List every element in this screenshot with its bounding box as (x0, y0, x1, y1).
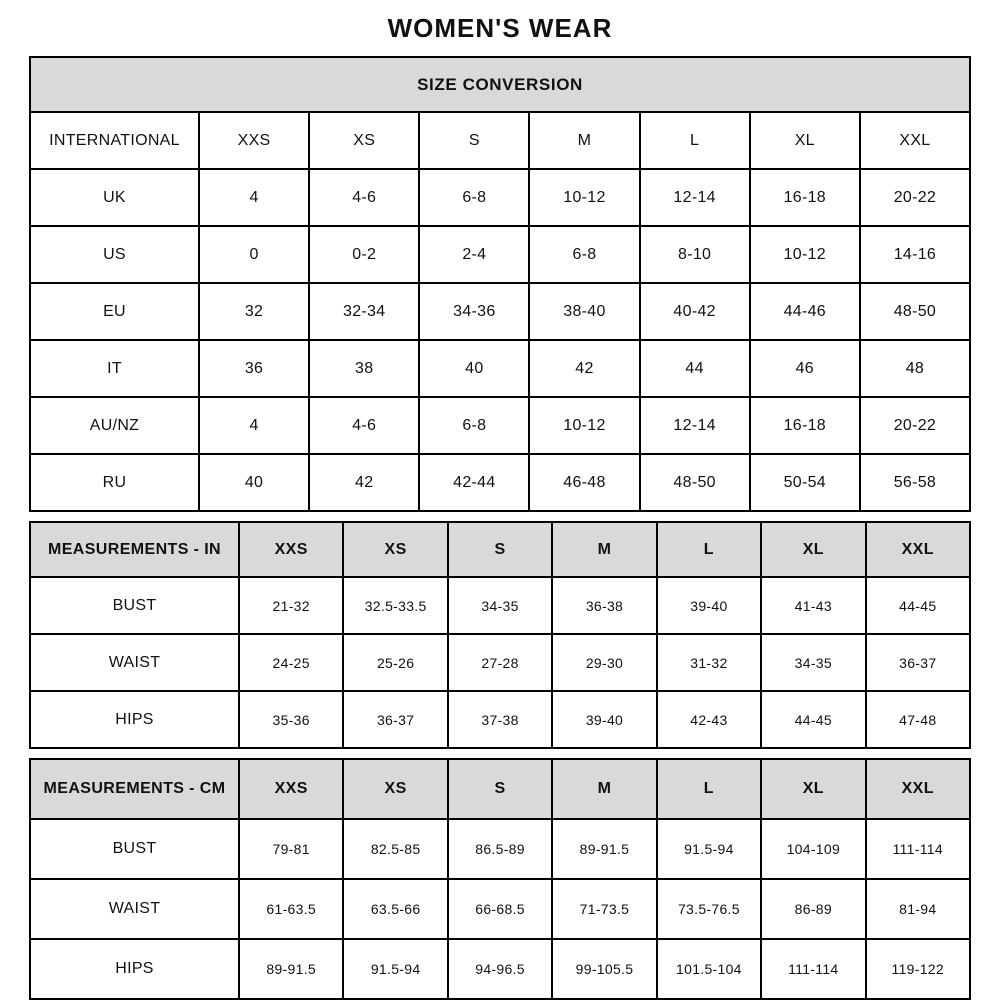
cell-value: 63.5-66 (343, 879, 447, 939)
cell-value: 50-54 (750, 454, 860, 511)
header-l: L (657, 759, 761, 819)
header-international: INTERNATIONAL (30, 112, 199, 169)
table-row (30, 691, 970, 748)
measurements-in-header-row (30, 522, 970, 577)
header-xl: XL (761, 522, 865, 577)
cell-value: 42-43 (657, 691, 761, 748)
cell-value: 40-42 (640, 283, 750, 340)
cell-value: 73.5-76.5 (657, 879, 761, 939)
cell-value: 27-28 (448, 634, 552, 691)
row-label: RU (30, 454, 199, 511)
header-m: M (552, 522, 656, 577)
cell-value: 31-32 (657, 634, 761, 691)
measurements-cm-header-row (30, 759, 970, 819)
row-label: HIPS (30, 691, 239, 748)
cell-value: 4-6 (309, 397, 419, 454)
cell-value: 44 (640, 340, 750, 397)
cell-value: 14-16 (860, 226, 970, 283)
size-conversion-header-row (30, 112, 970, 169)
cell-value: 89-91.5 (552, 819, 656, 879)
cell-value: 48 (860, 340, 970, 397)
cell-value: 6-8 (419, 397, 529, 454)
cell-value: 40 (419, 340, 529, 397)
cell-value: 36-37 (866, 634, 970, 691)
header-xxl: XXL (860, 112, 970, 169)
cell-value: 32-34 (309, 283, 419, 340)
table-row (30, 939, 970, 999)
cell-value: 56-58 (860, 454, 970, 511)
header-measurements-in: MEASUREMENTS - IN (30, 522, 239, 577)
cell-value: 47-48 (866, 691, 970, 748)
header-xs: XS (309, 112, 419, 169)
header-s: S (419, 112, 529, 169)
cell-value: 38 (309, 340, 419, 397)
cell-value: 12-14 (640, 397, 750, 454)
cell-value: 34-35 (761, 634, 865, 691)
cell-value: 99-105.5 (552, 939, 656, 999)
cell-value: 46 (750, 340, 860, 397)
cell-value: 6-8 (529, 226, 639, 283)
header-l: L (640, 112, 750, 169)
cell-value: 111-114 (866, 819, 970, 879)
cell-value: 119-122 (866, 939, 970, 999)
cell-value: 4 (199, 169, 309, 226)
cell-value: 37-38 (448, 691, 552, 748)
header-l: L (657, 522, 761, 577)
table-row (30, 397, 970, 454)
cell-value: 38-40 (529, 283, 639, 340)
cell-value: 86-89 (761, 879, 865, 939)
table-row (30, 879, 970, 939)
table-row (30, 454, 970, 511)
header-measurements-cm: MEASUREMENTS - CM (30, 759, 239, 819)
cell-value: 16-18 (750, 397, 860, 454)
cell-value: 4-6 (309, 169, 419, 226)
row-label: UK (30, 169, 199, 226)
cell-value: 71-73.5 (552, 879, 656, 939)
cell-value: 21-32 (239, 577, 343, 634)
header-s: S (448, 759, 552, 819)
cell-value: 61-63.5 (239, 879, 343, 939)
cell-value: 6-8 (419, 169, 529, 226)
table-row (30, 226, 970, 283)
cell-value: 44-45 (761, 691, 865, 748)
cell-value: 101.5-104 (657, 939, 761, 999)
cell-value: 39-40 (552, 691, 656, 748)
page-title: WOMEN'S WEAR (387, 13, 613, 43)
cell-value: 46-48 (529, 454, 639, 511)
cell-value: 42 (529, 340, 639, 397)
cell-value: 42-44 (419, 454, 529, 511)
cell-value: 89-91.5 (239, 939, 343, 999)
cell-value: 42 (309, 454, 419, 511)
header-m: M (529, 112, 639, 169)
table-row (30, 283, 970, 340)
cell-value: 44-45 (866, 577, 970, 634)
cell-value: 20-22 (860, 397, 970, 454)
cell-value: 16-18 (750, 169, 860, 226)
cell-value: 66-68.5 (448, 879, 552, 939)
header-m: M (552, 759, 656, 819)
cell-value: 34-35 (448, 577, 552, 634)
cell-value: 20-22 (860, 169, 970, 226)
cell-value: 39-40 (657, 577, 761, 634)
table-row (30, 634, 970, 691)
cell-value: 91.5-94 (657, 819, 761, 879)
cell-value: 44-46 (750, 283, 860, 340)
row-label: HIPS (30, 939, 239, 999)
measurements-in-table (29, 521, 971, 749)
row-label: EU (30, 283, 199, 340)
cell-value: 48-50 (860, 283, 970, 340)
size-conversion-band (30, 57, 970, 112)
table-row (30, 819, 970, 879)
cell-value: 12-14 (640, 169, 750, 226)
header-xxs: XXS (239, 759, 343, 819)
cell-value: 34-36 (419, 283, 529, 340)
cell-value: 10-12 (529, 169, 639, 226)
cell-value: 81-94 (866, 879, 970, 939)
cell-value: 10-12 (750, 226, 860, 283)
cell-value: 4 (199, 397, 309, 454)
cell-value: 82.5-85 (343, 819, 447, 879)
header-xs: XS (343, 522, 447, 577)
cell-value: 10-12 (529, 397, 639, 454)
cell-value: 91.5-94 (343, 939, 447, 999)
header-xl: XL (750, 112, 860, 169)
cell-value: 24-25 (239, 634, 343, 691)
row-label: AU/NZ (30, 397, 199, 454)
size-conversion-table (29, 56, 971, 512)
row-label: WAIST (30, 634, 239, 691)
header-xl: XL (761, 759, 865, 819)
row-label: BUST (30, 819, 239, 879)
cell-value: 94-96.5 (448, 939, 552, 999)
cell-value: 36 (199, 340, 309, 397)
cell-value: 2-4 (419, 226, 529, 283)
cell-value: 104-109 (761, 819, 865, 879)
header-xs: XS (343, 759, 447, 819)
header-xxl: XXL (866, 759, 970, 819)
table-row (30, 169, 970, 226)
row-label: IT (30, 340, 199, 397)
size-conversion-title: SIZE CONVERSION (30, 57, 970, 112)
header-xxs: XXS (199, 112, 309, 169)
cell-value: 79-81 (239, 819, 343, 879)
header-xxl: XXL (866, 522, 970, 577)
header-xxs: XXS (239, 522, 343, 577)
row-label: WAIST (30, 879, 239, 939)
cell-value: 86.5-89 (448, 819, 552, 879)
measurements-cm-table (29, 758, 971, 1000)
cell-value: 32.5-33.5 (343, 577, 447, 634)
cell-value: 8-10 (640, 226, 750, 283)
cell-value: 48-50 (640, 454, 750, 511)
cell-value: 0 (199, 226, 309, 283)
cell-value: 25-26 (343, 634, 447, 691)
row-label: BUST (30, 577, 239, 634)
cell-value: 35-36 (239, 691, 343, 748)
cell-value: 111-114 (761, 939, 865, 999)
cell-value: 0-2 (309, 226, 419, 283)
cell-value: 36-38 (552, 577, 656, 634)
table-row (30, 577, 970, 634)
cell-value: 41-43 (761, 577, 865, 634)
cell-value: 29-30 (552, 634, 656, 691)
row-label: US (30, 226, 199, 283)
cell-value: 36-37 (343, 691, 447, 748)
table-row (30, 340, 970, 397)
cell-value: 40 (199, 454, 309, 511)
header-s: S (448, 522, 552, 577)
cell-value: 32 (199, 283, 309, 340)
